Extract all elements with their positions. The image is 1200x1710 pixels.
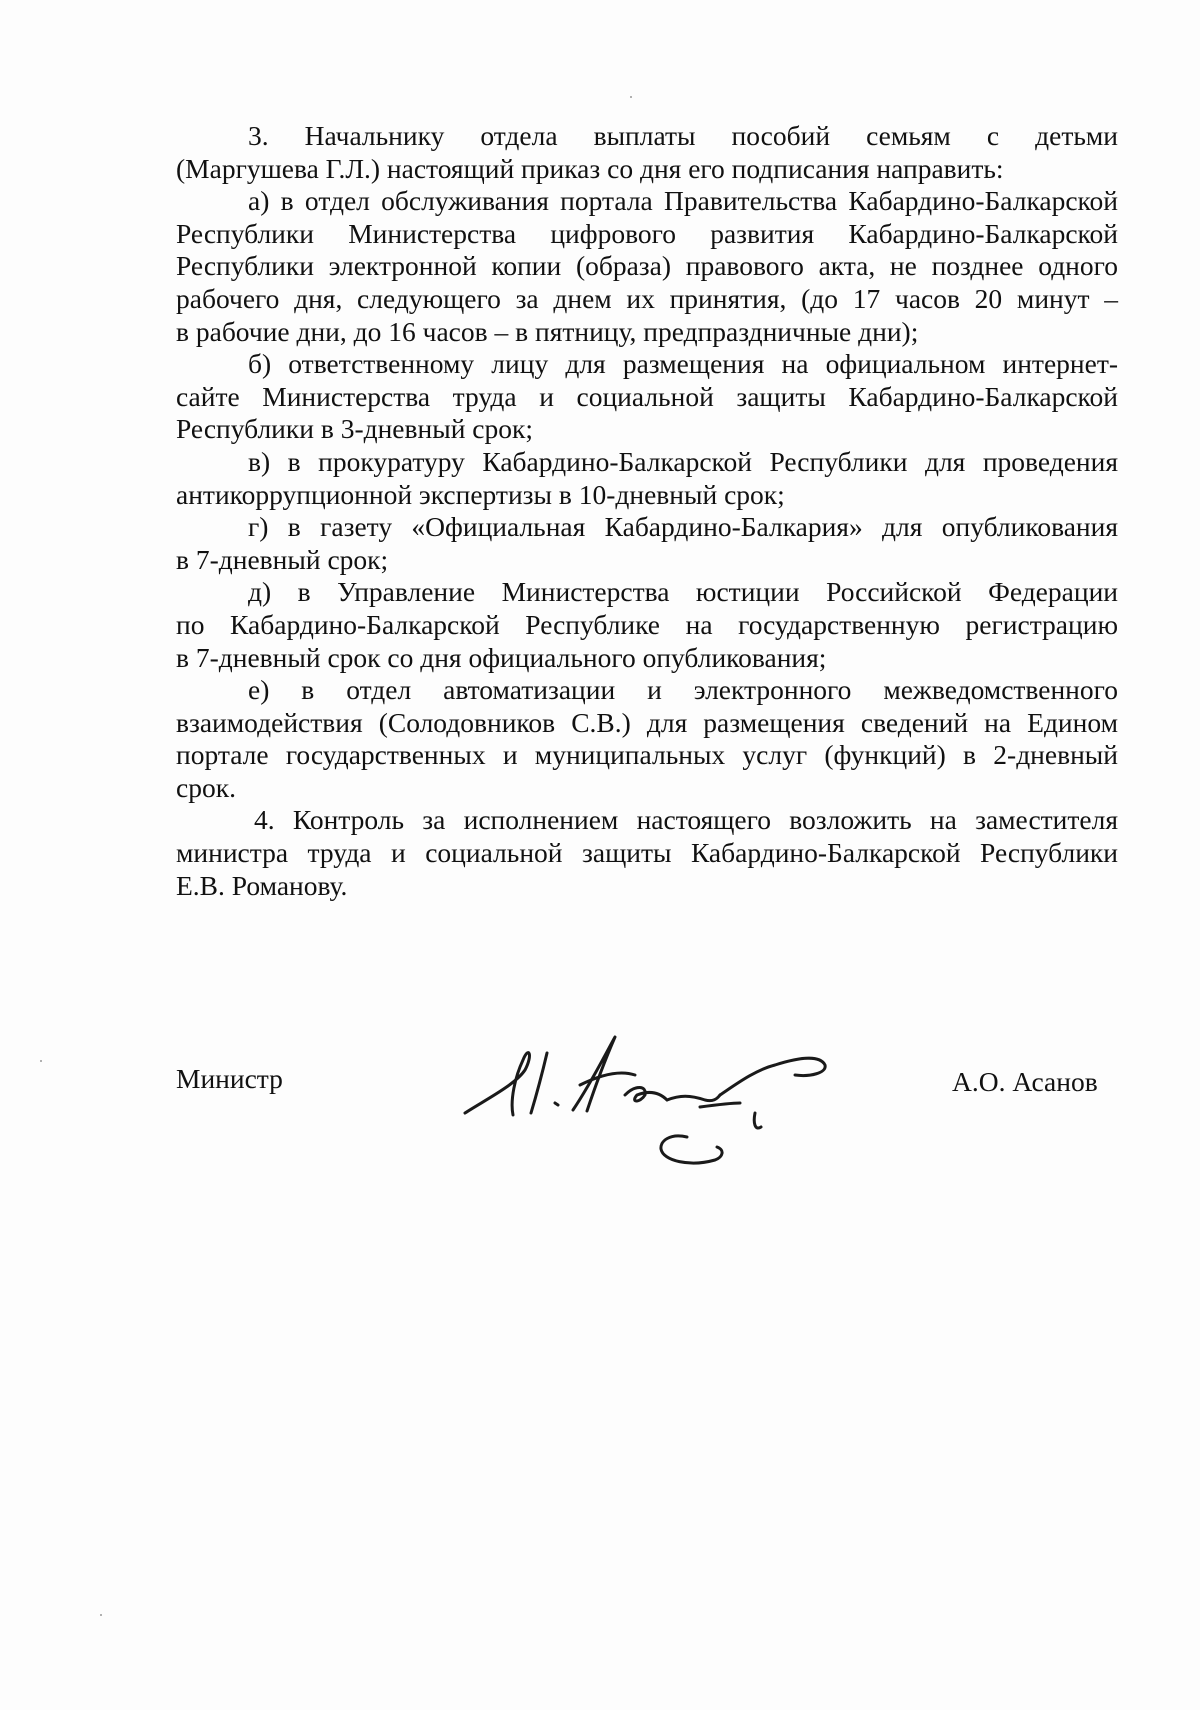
- scan-speck: [630, 96, 632, 98]
- item-v-line: антикоррупционной экспертизы в 10-дневный срок;: [176, 478, 785, 510]
- item-b-line: сайте Министерства труда и социальной защиты Кабардино-Балкарской: [176, 380, 1118, 412]
- item-a-line: рабочего дня, следующего за днем их принятия, (до 17 часов 20 минут –: [176, 282, 1118, 314]
- item-b-line: б) ответственному лицу для размещения на официальном интернет-: [248, 348, 1118, 380]
- item-d-line: в 7-дневный срок со дня официального опубликования;: [176, 641, 827, 673]
- item-g-line: в 7-дневный срок;: [176, 543, 389, 575]
- signatory-name: А.О. Асанов: [952, 1066, 1098, 1097]
- item-d-line: д) в Управление Министерства юстиции Российской Федерации: [248, 576, 1118, 608]
- item-d-line: по Кабардино-Балкарской Республике на государственную регистрацию: [176, 608, 1118, 640]
- paragraph-4-line: Е.В. Романову.: [176, 869, 348, 901]
- scan-speck: [100, 1614, 102, 1616]
- item-g-line: г) в газету «Официальная Кабардино-Балкария» для опубликования: [248, 511, 1118, 543]
- item-b-line: Республики в 3-дневный срок;: [176, 413, 533, 445]
- document-body: [176, 120, 1118, 902]
- paragraph-4-line: министра труда и социальной защиты Кабардино-Балкарской Республики: [176, 837, 1118, 869]
- item-a-line: а) в отдел обслуживания портала Правительства Кабардино-Балкарской: [248, 185, 1118, 217]
- item-e-line: срок.: [176, 771, 236, 803]
- signatory-title: Министр: [176, 1063, 283, 1094]
- item-a-line: Республики электронной копии (образа) правового акта, не позднее одного: [176, 250, 1118, 282]
- scan-speck: [40, 1060, 42, 1062]
- item-e-line: е) в отдел автоматизации и электронного межведомственного: [248, 674, 1118, 706]
- paragraph-3-line: (Маргушева Г.Л.) настоящий приказ со дня его подписания направить:: [176, 152, 1004, 184]
- paragraph-4-line: 4. Контроль за исполнением настоящего возложить на заместителя: [254, 804, 1118, 836]
- item-a-line: в рабочие дни, до 16 часов – в пятницу, предпраздничные дни);: [176, 315, 919, 347]
- item-e-line: портале государственных и муниципальных услуг (функций) в 2-дневный: [176, 739, 1118, 771]
- item-v-line: в) в прокуратуру Кабардино-Балкарской Республики для проведения: [248, 445, 1118, 477]
- item-a-line: Республики Министерства цифрового развития Кабардино-Балкарской: [176, 217, 1118, 249]
- paragraph-3-line: 3. Начальнику отдела выплаты пособий семьям с детьми: [248, 120, 1118, 151]
- handwritten-signature: [455, 1015, 875, 1190]
- item-e-line: взаимодействия (Солодовников С.В.) для размещения сведений на Едином: [176, 706, 1118, 738]
